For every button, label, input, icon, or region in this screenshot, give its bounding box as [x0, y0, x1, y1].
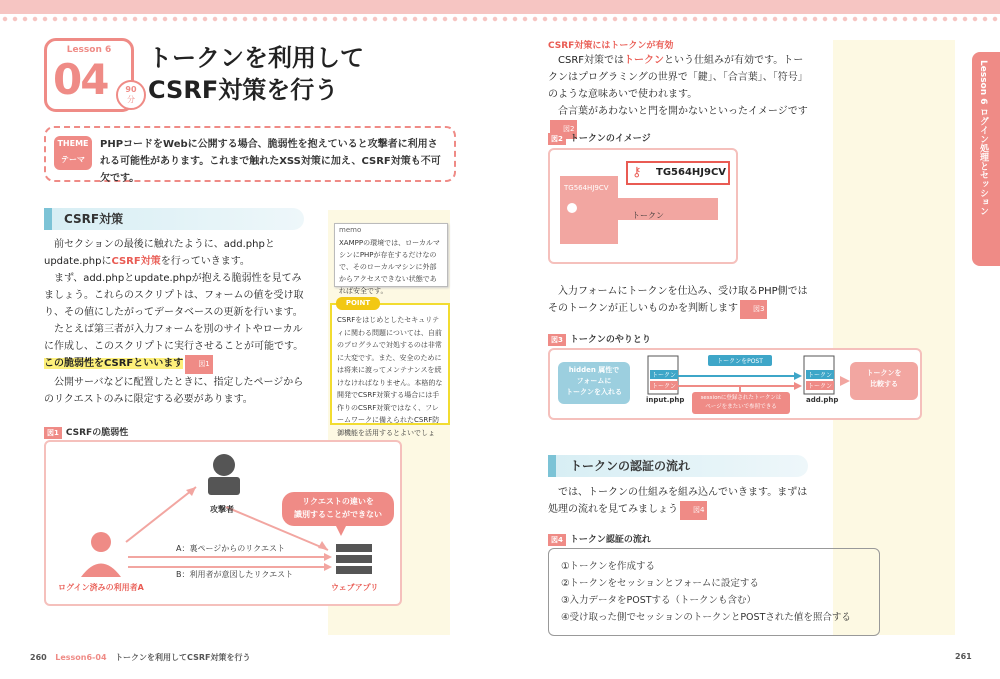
fig3-right-1: トークンを — [866, 369, 902, 377]
right-body-1 — [548, 52, 812, 139]
memo-text: XAMPPの環境では、ローカルマシンにPHPが存在するだけなので、そのローカルマシンに外部からアクセスできない状態であれば安全です。 — [339, 239, 440, 295]
fig1-user: ログイン済みの利用者A — [58, 583, 144, 592]
p1a: 前セクションの最後に触れたように、add.phpとupdate.phpに — [44, 239, 275, 267]
fig3-token-b1: トークン — [808, 372, 833, 379]
fig1-reqA: A：裏ページからのリクエスト — [176, 544, 285, 553]
fig3-right-label — [850, 368, 918, 390]
right-body-2 — [548, 283, 812, 319]
chapter-tab — [972, 52, 1000, 266]
fig3-right-2: 比較する — [870, 380, 898, 388]
fig3-left-1: hidden 属性で — [568, 366, 620, 374]
right-body-3 — [548, 484, 812, 520]
fig3-title: トークンのやりとり — [569, 335, 651, 345]
r2: 合言葉があわないと門を開かないといったイメージです — [558, 106, 808, 117]
p4: 公開サーバなどに配置したときに、指定したページからのリクエストのみに限定する必要があります。 — [44, 377, 304, 405]
clock-icon — [116, 80, 146, 110]
fig2-title: トークンのイメージ — [569, 134, 651, 144]
p1-red: CSRF対策 — [111, 256, 161, 267]
fig2-door-token: TG564HJ9CV — [564, 184, 609, 192]
fig2-label: トークン — [632, 211, 664, 220]
theme-text: PHPコードをWebに公開する場合、脆弱性を抱えていると攻撃者に利用される可能性があります。これまで触れたXSS対策に加え、CSRF対策も不可欠です。 — [100, 139, 441, 184]
p3-highlight: この脆弱性をCSRFといいます — [44, 358, 184, 369]
clock-unit: 分 — [127, 95, 135, 104]
p3a: たとえば第三者が入力フォームを別のサイトやローカルに作成し、このスクリプトに実行させることが可能です。 — [44, 324, 304, 352]
fig1-box — [44, 440, 402, 606]
r3: 入力フォームにトークンを仕込み、受け取るPHP側ではそのトークンが正しいものかを判断します — [548, 286, 808, 314]
footer-right — [955, 652, 972, 661]
page-title — [148, 42, 364, 106]
section2-text: トークンの認証の流れ — [570, 459, 691, 473]
r1c: という仕組みが有効です。トークンはプログラミングの世界で「鍵」、「合言葉」、「符号」のような意味あいで使われます。 — [548, 55, 808, 100]
fig4-box — [548, 548, 880, 636]
r4: では、トークンの仕組みを組み込んでいきます。まずは処理の流れを見てみましょう — [548, 487, 808, 515]
memo-label: memo — [339, 226, 362, 234]
lesson-label: Lesson 6 — [66, 45, 112, 55]
left-page-number: 260 — [30, 653, 47, 662]
theme-tag-en: THEME — [57, 139, 89, 148]
left-footer-title: トークンを利用してCSRF対策を行う — [115, 653, 251, 662]
r3-figref: 図3 — [740, 300, 767, 319]
fig1-reqB: B：利用者が意図したリクエスト — [176, 570, 294, 579]
fig1-bubble-1: リクエストの違いを — [302, 497, 374, 506]
top-strip — [0, 0, 1000, 14]
r1a: CSRF対策では — [558, 55, 625, 66]
p3-figref: 図1 — [185, 355, 212, 374]
fig3-left-2: フォームに — [576, 377, 612, 385]
r4-figref: 図4 — [680, 501, 707, 520]
theme-tag-jp: テーマ — [61, 155, 85, 164]
fig2-key-token: TG564HJ9CV — [656, 167, 727, 178]
lesson-number: 04 — [53, 55, 108, 104]
step-2: ②トークンをセッションとフォームに設定する — [561, 578, 759, 589]
step-1: ①トークンを作成する — [561, 561, 656, 572]
left-footer-lesson: Lesson6-04 — [55, 653, 107, 662]
fig1-title: CSRFの脆弱性 — [65, 428, 129, 438]
fig1-bubble — [282, 495, 394, 521]
point-text: CSRFをはじめとしたセキュリティに関わる問題については、自前のプログラムで対処するのは非常に大変です。また、安全のためには将来に渡ってメンテナンスを続けなければなりません。本格的な開発でCSRF対策する場合には手作りのCSRF対策ではなく、フレームワークに備えられたCSRF防御機能を活用するとよいでしょ — [337, 316, 443, 437]
right-subheading: CSRF対策にはトークンが有効 — [548, 41, 674, 51]
chapter-tab-text: Lesson 6 ログイン処理とセッション — [978, 60, 988, 216]
fig3-token-a2: トークン — [652, 383, 677, 390]
fig4-title: トークン認証の流れ — [569, 535, 651, 545]
theme-box — [44, 126, 456, 182]
fig3-file2: add.php — [806, 396, 839, 404]
fig4-caption — [548, 532, 651, 546]
footer-left — [30, 652, 250, 663]
p1c: を行っていきます。 — [160, 256, 250, 267]
memo-box — [334, 223, 448, 295]
fig3-box — [548, 348, 922, 420]
fig1-app: ウェブアプリ — [331, 583, 379, 592]
point-label: POINT — [336, 297, 380, 310]
step-3: ③入力データをPOSTする（トークンも含む） — [561, 595, 757, 606]
r1-red: トークン — [624, 55, 665, 66]
fig3-left-3: トークンを入れる — [566, 388, 622, 396]
fig2-caption — [548, 131, 651, 145]
section-heading-text: CSRF対策 — [64, 212, 124, 226]
fig3-session-2: ページをまたいで参照できる — [705, 404, 777, 410]
fig3-session-1: sessionに登録されたトークンは — [700, 395, 782, 401]
fig3-post: トークンをPOST — [717, 358, 763, 365]
right-page-number: 261 — [955, 652, 972, 661]
point-box — [330, 299, 450, 437]
fig3-left-label — [558, 365, 630, 398]
key-icon: ⚷ — [632, 165, 642, 180]
fig1-attacker: 攻撃者 — [210, 505, 234, 514]
fig3-file1: input.php — [646, 396, 685, 404]
fig1-tag: 図1 — [44, 427, 62, 439]
theme-tag — [54, 136, 92, 170]
fig1-caption — [44, 425, 128, 439]
side-panel-right — [833, 40, 955, 635]
fig3-tag: 図3 — [548, 334, 566, 346]
title-line2: CSRF対策を行う — [148, 76, 339, 104]
fig2-key — [626, 161, 730, 185]
fig3-caption — [548, 332, 651, 346]
fig1-bubble-2: 識別することができない — [294, 510, 382, 519]
r2-figref: 図2 — [550, 120, 577, 139]
section-heading-csrf — [44, 208, 304, 230]
fig3-token-b2: トークン — [808, 383, 833, 390]
p2: まず、add.phpとupdate.phpが抱える脆弱性を見てみましょう。これらのスクリプトは、フォームの値を受け取り、その値にしたがってデータベースの更新を行います。 — [44, 273, 304, 318]
fig3-token-a1: トークン — [652, 372, 677, 379]
step-4: ④受け取った側でセッションのトークンとPOSTされた値を照合する — [561, 612, 851, 623]
left-body — [44, 236, 306, 408]
top-dots — [0, 14, 1000, 24]
fig4-tag: 図4 — [548, 534, 566, 546]
section-heading-token-flow — [548, 455, 808, 477]
fig2-box — [548, 148, 738, 264]
fig2-tag: 図2 — [548, 133, 566, 145]
clock-minutes: 90 — [125, 85, 137, 94]
fig3-session — [692, 394, 790, 412]
title-line1: トークンを利用して — [148, 44, 364, 72]
